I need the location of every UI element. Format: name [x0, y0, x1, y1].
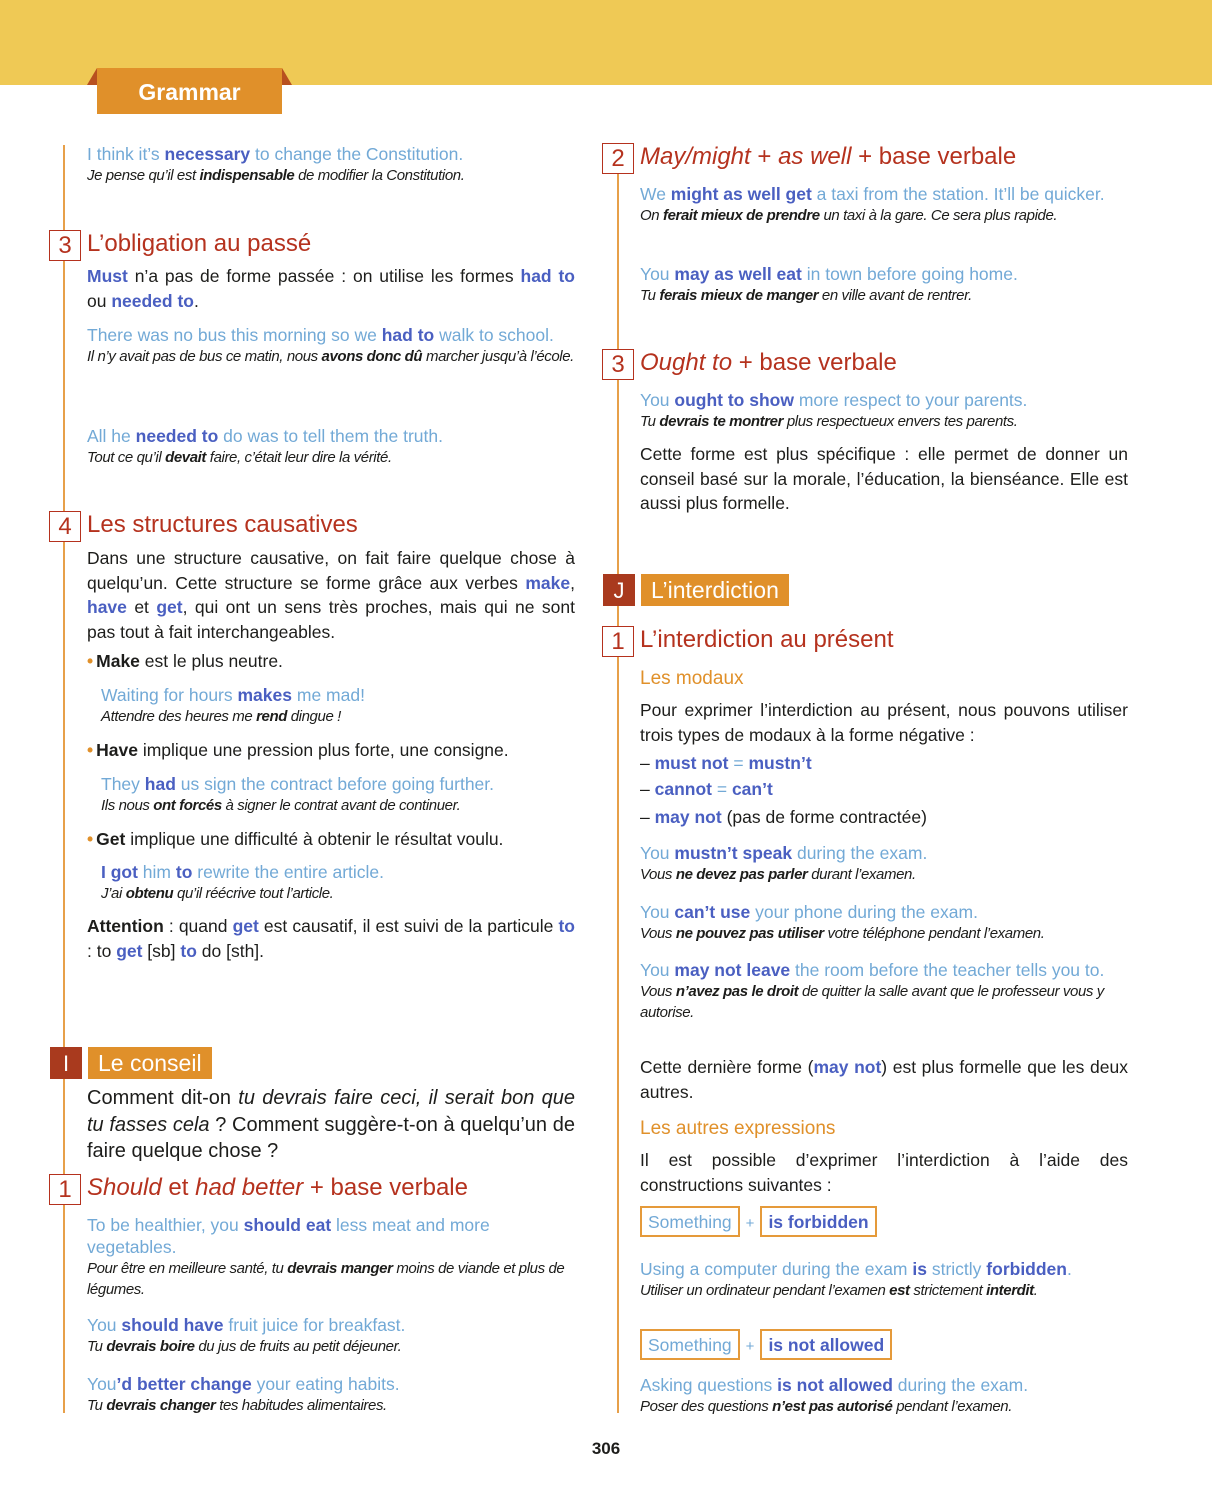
text-run: during the exam.: [892, 1375, 1029, 1395]
example: [87, 425, 575, 468]
text-run: –: [640, 753, 655, 773]
text-run: devait: [165, 449, 207, 466]
text-run: devrais changer: [106, 1397, 216, 1414]
example-fr: [87, 165, 575, 186]
text-run: Tu: [87, 1338, 107, 1355]
example-fr: [87, 1258, 575, 1300]
text-run: They: [101, 774, 145, 794]
text-run: indispensable: [199, 167, 295, 184]
text-run: : to: [87, 940, 117, 961]
text-run: + base verbale: [851, 143, 1017, 170]
formula-verb-box: is not allowed: [760, 1329, 892, 1360]
text-run: do [sth].: [196, 940, 265, 961]
text-run: needed to: [111, 290, 194, 311]
example-en: [640, 183, 1128, 205]
text-run: ought to show: [674, 390, 794, 410]
text-run: Il est possible d’exprimer l’interdiction à l’aide des constructions suivantes :: [640, 1150, 1128, 1195]
left-margin-rule: [63, 145, 65, 1413]
section-number: 1: [49, 1174, 81, 1205]
text-run: Poser des questions: [640, 1398, 773, 1415]
text-run: un taxi à la gare. Ce sera plus rapide.: [819, 207, 1058, 224]
text-run: Attendre des heures me: [101, 708, 257, 725]
text-run: make: [525, 572, 571, 593]
text-run: est: [889, 1282, 910, 1299]
text-run: à signer le contrat avant de continuer.: [221, 797, 461, 814]
example: [87, 1314, 575, 1357]
text-run: You: [640, 960, 675, 980]
grammar-tab: Grammar: [97, 68, 282, 114]
text-run: You: [640, 390, 675, 410]
text-run: implique une difficulté à obtenir le résultat voulu.: [125, 829, 504, 849]
text-run: ne pouvez pas utiliser: [675, 925, 824, 942]
text-run: rend: [256, 708, 287, 725]
right-margin-rule: [617, 145, 619, 1413]
section-heading: [87, 510, 575, 540]
formula: [640, 1206, 1128, 1237]
text-run: had to: [381, 325, 435, 345]
list-item: [640, 777, 1128, 802]
example-fr: [640, 864, 1128, 885]
text-run: do was to tell them the truth.: [218, 426, 443, 446]
text-run: pendant l’examen.: [892, 1398, 1013, 1415]
bullet: •: [87, 829, 94, 849]
example-fr: [640, 205, 1128, 226]
paragraph: [640, 1148, 1128, 1197]
text-run: , qui ont un sens très proches, mais qui ne sont pas tout à fait interchangeables.: [87, 597, 575, 642]
text-run: have: [87, 597, 127, 617]
text-run: devrais te montrer: [659, 413, 784, 430]
text-run: qu’il réécrive tout l’article.: [173, 885, 334, 902]
example: [87, 1373, 575, 1416]
text-run: ne devez pas parler: [675, 866, 808, 883]
text-run: You: [640, 902, 675, 922]
text-run: [sb]: [142, 940, 181, 961]
text-run: ,: [570, 572, 575, 593]
text-run: to: [175, 862, 193, 882]
text-run: is not allowed: [777, 1375, 893, 1395]
text-run: Ils nous: [101, 797, 154, 814]
text-run: =: [711, 779, 732, 799]
example-en: [640, 1258, 1128, 1280]
text-run: must not: [654, 753, 729, 773]
example-en: [640, 901, 1128, 923]
example-fr: [101, 883, 571, 904]
text-run: less meat and more vegetables.: [87, 1215, 490, 1257]
text-run: Tu: [87, 1397, 107, 1414]
formula-verb-box: is forbidden: [760, 1206, 876, 1237]
text-run: Dans une structure causative, on fait faire quelque chose à quelqu’un. Cette structure se forme grâce aux verbes: [87, 548, 575, 593]
text-run: may not: [813, 1057, 882, 1077]
text-run: Pour être en meilleure santé, tu: [87, 1260, 288, 1277]
text-run: makes: [237, 685, 292, 705]
formula-subject-box: Something: [640, 1206, 740, 1237]
text-run: rewrite the entire article.: [192, 862, 385, 882]
example: [101, 773, 571, 816]
example-fr: [640, 411, 1128, 432]
subheading: Les autres expressions: [640, 1118, 836, 1139]
formula-subject-box: Something: [640, 1329, 740, 1360]
text-run: Have: [96, 740, 138, 760]
text-run: We: [640, 184, 671, 204]
text-run: et: [161, 1174, 196, 1201]
text-run: : quand: [163, 916, 233, 936]
text-run: had better: [195, 1174, 304, 1201]
text-run: us sign the contract before going further.: [175, 774, 495, 794]
text-run: should have: [121, 1315, 224, 1335]
example: [101, 684, 571, 727]
section-heading: [640, 625, 1128, 655]
example-fr: [640, 1280, 1128, 1301]
text-run: fruit juice for breakfast.: [223, 1315, 406, 1335]
example: [87, 1214, 575, 1300]
text-run: J’ai: [101, 885, 126, 902]
text-run: Tu: [640, 287, 660, 304]
section-number: 2: [602, 143, 634, 174]
example-en: [87, 1214, 575, 1258]
text-run: Cette dernière forme (: [640, 1057, 814, 1077]
formula: [640, 1329, 1128, 1360]
page-number: 306: [591, 1439, 621, 1458]
text-run: mustn’t speak: [674, 843, 793, 863]
text-run: walk to school.: [434, 325, 554, 345]
text-run: get: [116, 940, 143, 961]
text-run: Les structures causatives: [87, 511, 358, 538]
text-run: forbidden: [986, 1259, 1067, 1279]
example-en: [640, 263, 1128, 285]
text-run: n’a pas de forme passée : on utilise les formes: [127, 266, 521, 286]
text-run: necessary: [164, 144, 251, 164]
text-run: Je pense qu’il est: [87, 167, 200, 184]
paragraph: [640, 442, 1128, 516]
text-run: Waiting for hours: [101, 685, 238, 705]
bullet: •: [87, 651, 94, 671]
paragraph: [640, 698, 1128, 747]
text-run: est causatif, il est suivi de la particule: [258, 916, 559, 936]
text-run: cannot: [654, 779, 712, 799]
section-letter: J: [603, 574, 635, 606]
example: [640, 183, 1128, 226]
section-heading: [87, 1173, 575, 1203]
example-en: [87, 143, 575, 165]
text-run: get: [232, 916, 259, 936]
text-run: Make: [96, 651, 140, 671]
text-run: Tout ce qu’il: [87, 449, 166, 466]
section-label: L’interdiction: [641, 574, 789, 606]
text-run: Comment dit-on: [87, 1087, 239, 1109]
bullet-text: [96, 829, 503, 849]
example-en: [640, 389, 1128, 411]
text-run: Vous: [640, 925, 676, 942]
text-run: To be healthier, you: [87, 1215, 244, 1235]
example-fr: [640, 1396, 1128, 1417]
text-run: You: [640, 264, 675, 284]
text-run: ferait mieux de prendre: [662, 207, 820, 224]
text-run: ont forcés: [153, 797, 222, 814]
example-fr: [87, 447, 575, 468]
text-run: to: [558, 916, 575, 936]
example-en: [640, 1374, 1128, 1396]
example: [640, 1374, 1128, 1417]
text-run: L’obligation au passé: [87, 230, 312, 257]
text-run: needed to: [135, 426, 219, 446]
text-run: .: [1033, 1282, 1038, 1299]
text-run: =: [728, 753, 749, 773]
text-run: Cette forme est plus spécifique : elle permet de donner un conseil basé sur la morale, l’éducation, la bienséance. Elle est aussi plus formelle.: [640, 444, 1128, 513]
example-fr: [87, 1395, 575, 1416]
text-run: get: [156, 597, 183, 617]
text-run: Ought to: [640, 349, 733, 376]
text-run: + base verbale: [732, 349, 897, 376]
text-run: me mad!: [292, 685, 365, 705]
example: [640, 842, 1128, 885]
text-run: est le plus neutre.: [139, 651, 283, 671]
text-run: a taxi from the station. It’ll be quicker.: [811, 184, 1105, 204]
text-run: him: [137, 862, 176, 882]
plus-sign: +: [745, 1215, 755, 1233]
text-run: more respect to your parents.: [793, 390, 1028, 410]
text-run: L’interdiction au présent: [640, 626, 894, 653]
list-item: [640, 751, 1128, 776]
text-run: marcher jusqu’à l’école.: [422, 348, 574, 365]
text-run: your phone during the exam.: [750, 902, 978, 922]
text-run: to change the Constitution.: [250, 144, 464, 164]
text-run: as well: [778, 143, 852, 170]
text-run: Get: [96, 829, 126, 849]
text-run: Vous: [640, 866, 676, 883]
example: [101, 861, 571, 904]
example: [640, 959, 1128, 1023]
text-run: strictly: [926, 1259, 987, 1279]
text-run: May/might: [640, 143, 751, 170]
text-run: ’d better change: [116, 1374, 252, 1394]
paragraph: [87, 546, 575, 644]
text-run: You: [640, 843, 675, 863]
bullet-text: [96, 651, 283, 671]
text-run: may as well eat: [674, 264, 802, 284]
example: [640, 389, 1128, 432]
example-fr: [87, 1336, 575, 1357]
text-run: n’avez pas le droit: [675, 983, 799, 1000]
example: [640, 1258, 1128, 1301]
text-run: devrais manger: [287, 1260, 393, 1277]
text-run: durant l’examen.: [807, 866, 916, 883]
example-en: [640, 842, 1128, 864]
example-en: [101, 773, 571, 795]
text-run: et: [126, 597, 157, 617]
text-run: votre téléphone pendant l’examen.: [823, 925, 1045, 942]
text-run: All he: [87, 426, 136, 446]
text-run: .: [193, 290, 199, 311]
example: [87, 143, 575, 186]
text-run: Asking questions: [640, 1375, 778, 1395]
text-run: Should: [87, 1174, 162, 1201]
section-number: 3: [602, 349, 634, 380]
section-heading: [640, 348, 1128, 378]
paragraph: [87, 264, 575, 313]
section-heading: [640, 142, 1128, 172]
text-run: moins de viande et plus de légumes.: [87, 1260, 565, 1298]
text-run: You: [87, 1315, 122, 1335]
text-run: dingue !: [286, 708, 341, 725]
example-en: [101, 861, 571, 883]
list-item: [640, 805, 1128, 830]
text-run: in town before going home.: [801, 264, 1018, 284]
text-run: may not: [654, 807, 722, 827]
text-run: should eat: [243, 1215, 332, 1235]
paragraph: [640, 1055, 1128, 1104]
text-run: devrais boire: [106, 1338, 195, 1355]
example-en: [87, 425, 575, 447]
text-run: had: [144, 774, 176, 794]
text-run: mustn’t: [748, 753, 812, 773]
example-en: [640, 959, 1128, 981]
text-run: –: [640, 807, 655, 827]
text-run: obtenu: [125, 885, 174, 902]
text-run: Tu: [640, 413, 660, 430]
text-run: Utiliser un ordinateur pendant l’examen: [640, 1282, 890, 1299]
text-run: + base verbale: [303, 1174, 468, 1201]
example: [87, 324, 575, 367]
text-run: is: [912, 1259, 927, 1279]
text-run: your eating habits.: [251, 1374, 400, 1394]
section-label: Le conseil: [88, 1047, 212, 1079]
text-run: the room before the teacher tells you to.: [790, 960, 1105, 980]
text-run: Pour exprimer l’interdiction au présent, nous pouvons utiliser trois types de modaux à la forme négative :: [640, 700, 1128, 745]
example-en: [101, 684, 571, 706]
text-run: ) est plus formelle que les deux autres.: [640, 1057, 1128, 1102]
text-run: There was no bus this morning so we: [87, 325, 382, 345]
paragraph: [87, 1085, 575, 1165]
example-fr: [101, 795, 571, 816]
text-run: You: [87, 1374, 117, 1394]
text-run: avons donc dû: [321, 348, 423, 365]
text-run: plus respectueux envers tes parents.: [783, 413, 1018, 430]
text-run: (pas de forme contractée): [721, 807, 927, 827]
paragraph: [87, 914, 575, 963]
text-run: can’t use: [674, 902, 751, 922]
example-en: [87, 324, 575, 346]
text-run: I got: [101, 862, 138, 882]
plus-sign: +: [745, 1338, 755, 1356]
section-number: 1: [602, 626, 634, 657]
text-run: du jus de fruits au petit déjeuner.: [194, 1338, 402, 1355]
text-run: On: [640, 207, 663, 224]
example: [640, 263, 1128, 306]
text-run: .: [1066, 1259, 1072, 1279]
example-fr: [101, 706, 571, 727]
example-fr: [640, 981, 1128, 1023]
text-run: tes habitudes alimentaires.: [215, 1397, 387, 1414]
example-en: [87, 1373, 575, 1395]
example-fr: [640, 923, 1128, 944]
text-run: Must: [87, 266, 128, 286]
text-run: Attention: [87, 916, 164, 936]
text-run: tu devrais faire ceci, il serait bon que tu fasses cela: [87, 1087, 575, 1136]
text-run: Il n’y avait pas de bus ce matin, nous: [87, 348, 322, 365]
text-run: during the exam.: [792, 843, 928, 863]
text-run: had to: [520, 266, 575, 286]
text-run: de modifier la Constitution.: [294, 167, 465, 184]
text-run: n’est pas autorisé: [772, 1398, 893, 1415]
text-run: I think it’s: [87, 144, 165, 164]
text-run: interdit: [986, 1282, 1034, 1299]
text-run: +: [750, 143, 779, 170]
text-run: can’t: [731, 779, 773, 799]
text-run: implique une pression plus forte, une consigne.: [137, 740, 509, 760]
text-run: Using a computer during the exam: [640, 1259, 913, 1279]
text-run: ferais mieux de manger: [659, 287, 819, 304]
text-run: to: [180, 940, 197, 961]
text-run: en ville avant de rentrer.: [818, 287, 972, 304]
text-run: faire, c’était leur dire la vérité.: [206, 449, 392, 466]
text-run: Vous: [640, 983, 676, 1000]
example-fr: [640, 285, 1128, 306]
text-run: ? Comment suggère-t-on à quelqu’un de faire quelque chose ?: [87, 1113, 575, 1162]
section-number: 3: [49, 230, 81, 261]
section-heading: [87, 229, 575, 259]
text-run: might as well get: [670, 184, 812, 204]
text-run: may not leave: [674, 960, 791, 980]
bullet-text: [96, 740, 509, 760]
text-run: ou: [87, 290, 112, 311]
text-run: de quitter la salle avant que le professeur vous y autorise.: [640, 983, 1104, 1021]
text-run: –: [640, 779, 655, 799]
subheading: Les modaux: [640, 668, 744, 689]
text-run: strictement: [909, 1282, 987, 1299]
example: [640, 901, 1128, 944]
bullet: •: [87, 740, 94, 760]
example-fr: [87, 346, 575, 367]
example-en: [87, 1314, 575, 1336]
section-letter: I: [50, 1047, 82, 1079]
section-number: 4: [49, 511, 81, 542]
